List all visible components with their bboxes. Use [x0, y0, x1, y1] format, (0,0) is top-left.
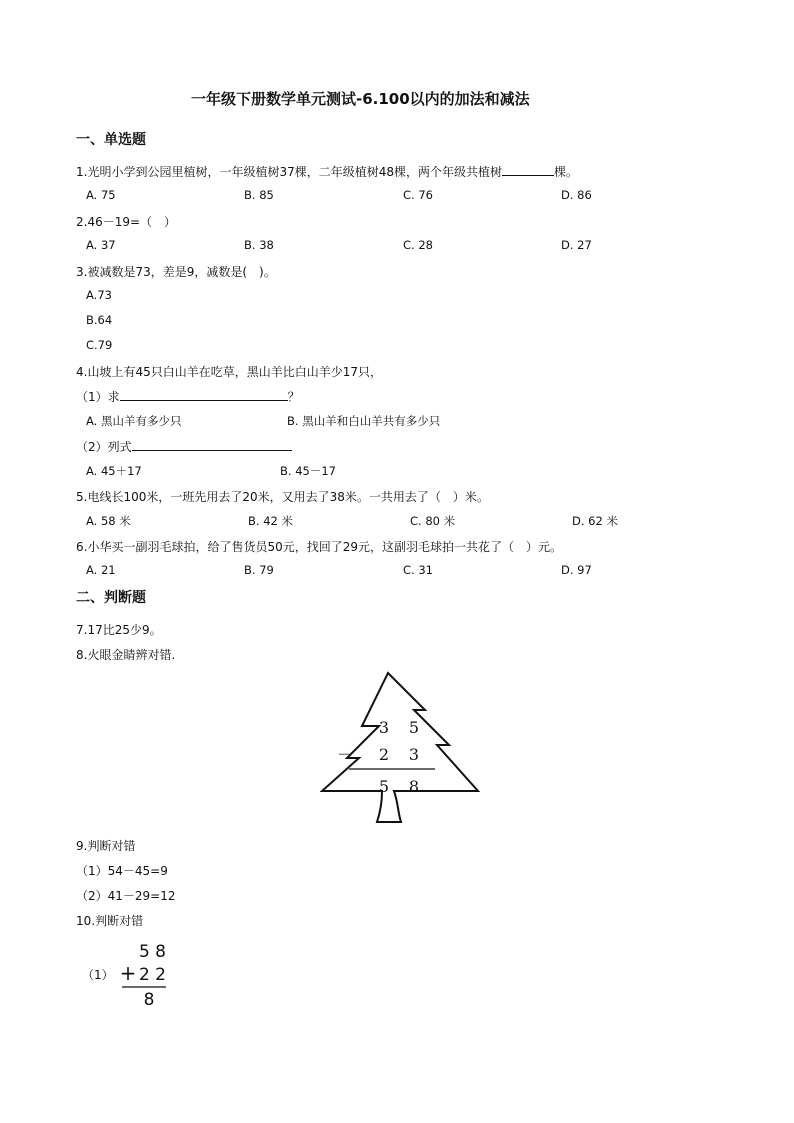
option-b[interactable]: B. 38: [244, 238, 274, 252]
option-a[interactable]: A. 58 米: [86, 514, 131, 528]
option-a[interactable]: A. 37: [86, 238, 116, 252]
option-b[interactable]: B. 45－17: [280, 464, 336, 478]
question-10-label: （1）: [82, 968, 114, 982]
sub1-prefix: （1）求: [76, 390, 120, 404]
page-title: 一年级下册数学单元测试-6.100以内的加法和减法: [191, 90, 530, 108]
option-a[interactable]: A. 黑山羊有多少只: [86, 414, 182, 428]
option-b[interactable]: B. 黑山羊和白山羊共有多少只: [287, 414, 441, 428]
plus-sign: +: [119, 961, 137, 985]
option-a[interactable]: A. 75: [86, 188, 116, 202]
option-d[interactable]: D. 86: [561, 188, 592, 202]
option-c[interactable]: C. 28: [403, 238, 433, 252]
minus-sign: －: [336, 745, 354, 764]
question-9-item-1: （1）54－45=9: [76, 864, 168, 878]
option-c[interactable]: C. 80 米: [410, 514, 456, 528]
digit: 5: [378, 777, 390, 796]
question-7-text: 7.17比25少9。: [76, 623, 162, 637]
calc-second-number: 2 2: [138, 965, 166, 985]
option-b[interactable]: B. 79: [244, 563, 274, 577]
question-1: [76, 163, 578, 180]
digit: 2: [378, 745, 390, 764]
question-8-text: 8.火眼金睛辨对错.: [76, 648, 176, 662]
option-d[interactable]: D. 27: [561, 238, 592, 252]
sub2-prefix: （2）列式: [76, 440, 132, 454]
digit: 8: [408, 777, 420, 796]
answer-blank[interactable]: [132, 438, 292, 451]
option-a[interactable]: A.73: [86, 288, 112, 302]
option-b[interactable]: B. 42 米: [248, 514, 293, 528]
question-4-sub1: [76, 388, 300, 405]
option-d[interactable]: D. 97: [561, 563, 592, 577]
digit: 5: [408, 718, 420, 737]
question-4-text: 4.山坡上有45只白山羊在吃草，黑山羊比白山羊少17只，: [76, 365, 382, 379]
option-b[interactable]: B.64: [86, 313, 113, 327]
option-a[interactable]: A. 21: [86, 563, 116, 577]
question-9-text: 9.判断对错: [76, 839, 136, 853]
question-2-text: 2.46－19=（ ）: [76, 215, 177, 229]
question-6-text: 6.小华买一副羽毛球拍，给了售货员50元，找回了29元，这副羽毛球拍一共花了（ ）元。: [76, 540, 562, 554]
option-a[interactable]: A. 45＋17: [86, 464, 142, 478]
vertical-calculation: [118, 940, 178, 1010]
digit: 3: [378, 718, 390, 737]
section-heading-true-false: 二、判断题: [76, 590, 146, 606]
option-c[interactable]: C.79: [86, 338, 113, 352]
option-c[interactable]: C. 76: [403, 188, 433, 202]
question-1-tail: 棵。: [554, 165, 579, 179]
calc-top-number: 5 8: [138, 942, 166, 962]
tree-figure: [320, 670, 480, 826]
question-9-item-2: （2）41－29=12: [76, 889, 176, 903]
digit: 3: [408, 745, 420, 764]
question-10-text: 10.判断对错: [76, 914, 144, 928]
option-c[interactable]: C. 31: [403, 563, 433, 577]
calc-result: 8: [143, 990, 155, 1010]
sub1-suffix: ？: [287, 390, 300, 404]
section-heading-single-choice: 一、单选题: [76, 132, 146, 148]
answer-blank[interactable]: [120, 388, 288, 401]
question-3-text: 3.被减数是73，差是9，减数是( )。: [76, 265, 276, 279]
question-1-text: 1.光明小学到公园里植树，一年级植树37棵，二年级植树48棵，两个年级共植树: [76, 165, 502, 179]
question-5-text: 5.电线长100米，一班先用去了20米，又用去了38米。一共用去了（ ）米。: [76, 490, 489, 504]
answer-blank[interactable]: [502, 163, 554, 176]
option-d[interactable]: D. 62 米: [572, 514, 618, 528]
question-4-sub2: [76, 438, 292, 455]
option-b[interactable]: B. 85: [244, 188, 274, 202]
